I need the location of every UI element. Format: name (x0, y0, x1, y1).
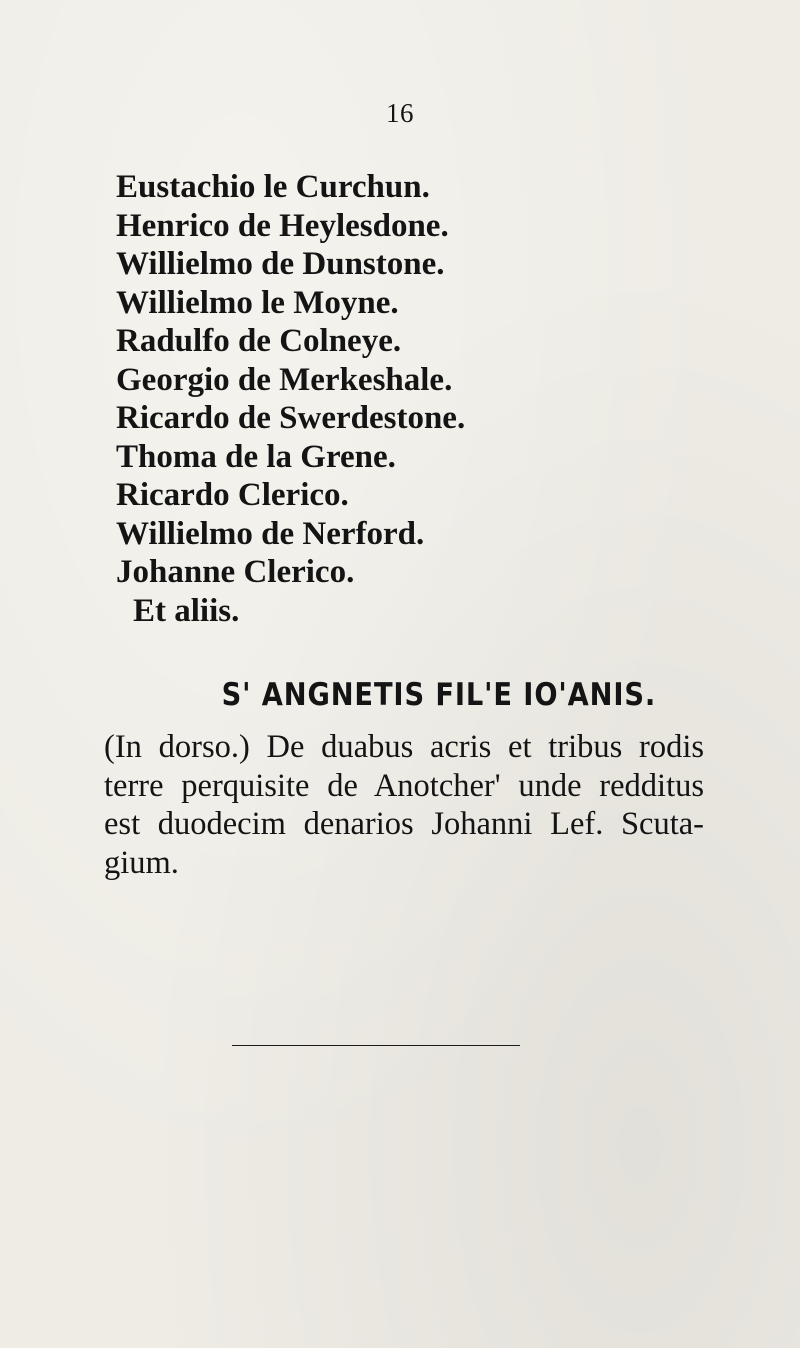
witness-line: Eustachio le Curchun. (116, 169, 430, 205)
witness-line: Willielmo de Nerford. (116, 515, 425, 552)
witness-line: Willielmo de Dunstone. (116, 246, 445, 282)
dorso-line: terre perquisite de Anotcher' unde redditus (104, 767, 704, 804)
witness-line: Radulfo de Colneye. (116, 323, 402, 359)
witness-line: Johanne Clerico. (116, 554, 355, 590)
dorso-line: est duodecim denarios Johanni Lef. Scuta- (104, 806, 704, 842)
witness-line: Georgio de Merkeshale. (116, 361, 453, 398)
witness-line: Thoma de la Grene. (116, 438, 396, 475)
seal-legend: S' ANGNETIS FIL'E IO'ANIS. (221, 677, 657, 713)
dorso-line: (In dorso.) De duabus acris et tribus rodis (104, 729, 704, 765)
witness-list (116, 168, 465, 630)
page-number: 16 (386, 98, 414, 128)
witness-line: Willielmo le Moyne. (116, 284, 399, 321)
witness-line: Henrico de Heylesdone. (116, 207, 449, 244)
horizontal-rule (232, 1045, 520, 1046)
closing-line: Et aliis. (133, 592, 240, 629)
dorso-line: gium. (104, 844, 179, 881)
witness-line: Ricardo de Swerdestone. (116, 400, 466, 436)
dorso-paragraph (104, 728, 704, 882)
witness-line: Ricardo Clerico. (116, 477, 349, 513)
